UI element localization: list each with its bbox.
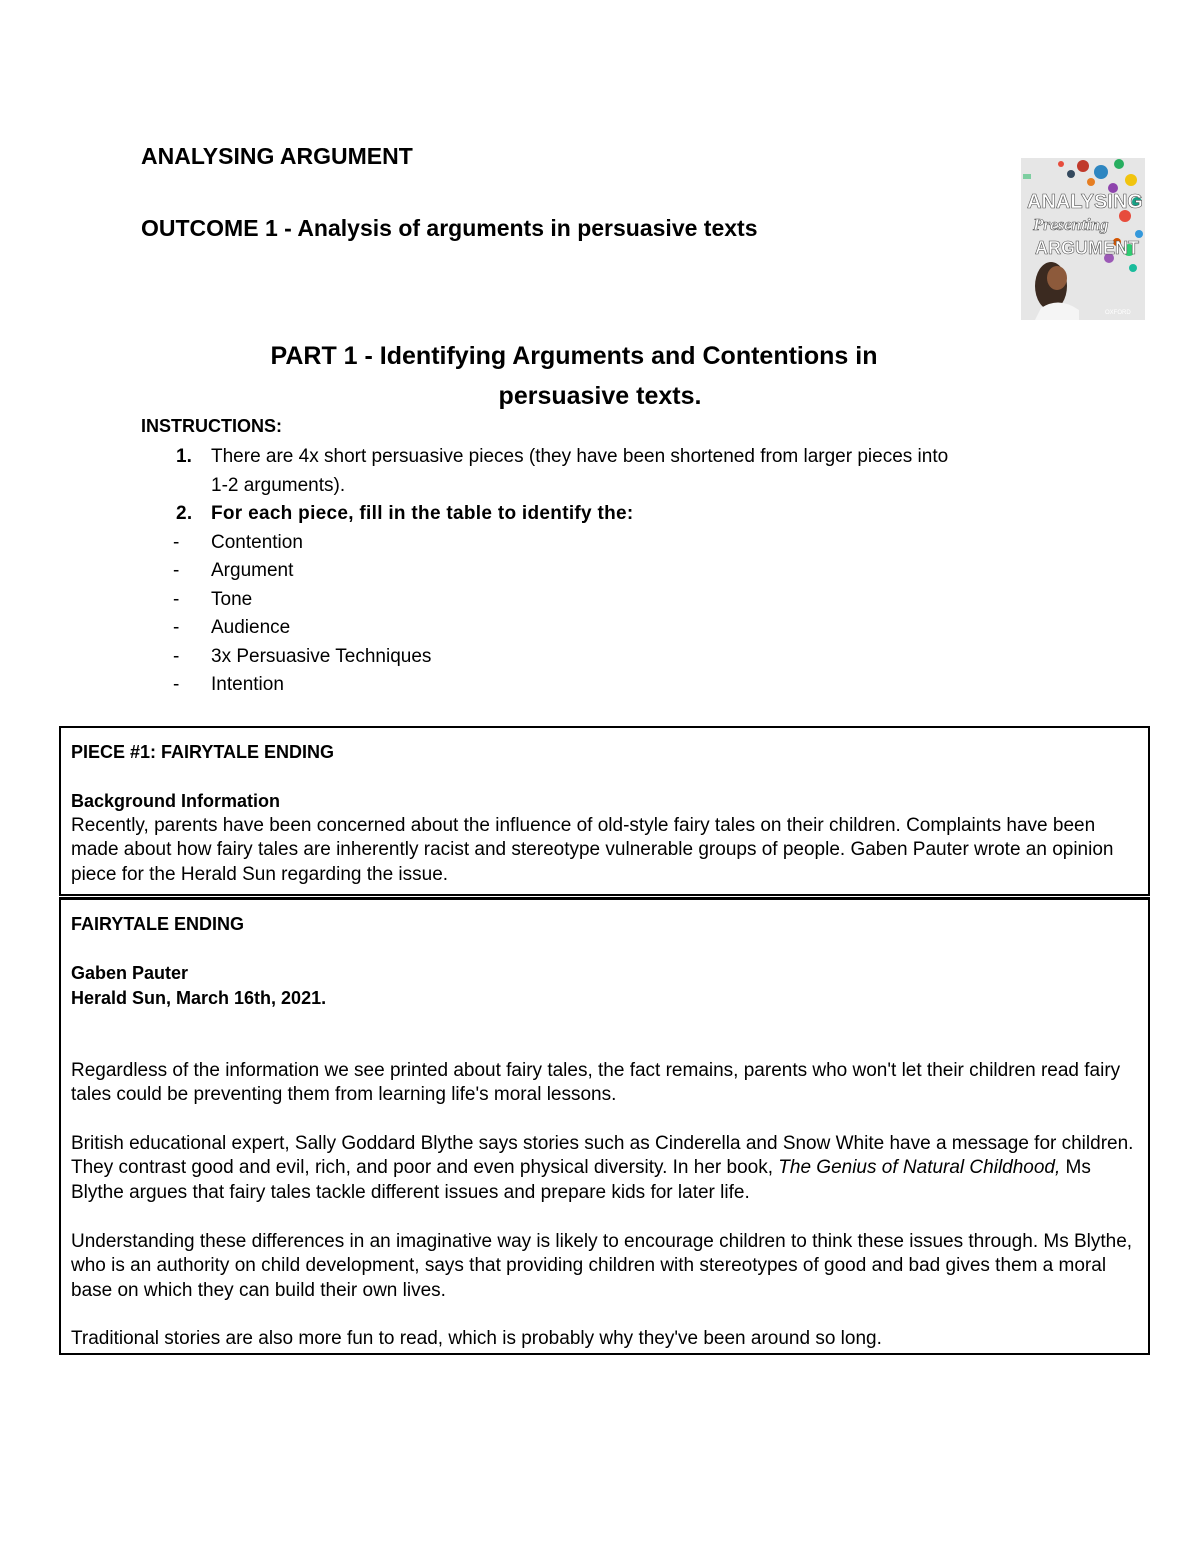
paragraph-text: British educational expert, Sally Goddard Blythe says stories such as Cinderella and Snow White have a message for children. They contrast good and evil, rich, and poor and even physical diversity. In her book, <box>71 1132 1134 1179</box>
piece-heading: PIECE #1: FAIRYTALE ENDING <box>71 742 335 762</box>
list-item-text: Tone <box>211 588 253 610</box>
dash-bullet: - <box>173 674 180 695</box>
list-item <box>141 643 948 672</box>
list-item <box>141 586 948 615</box>
step-text: There are 4x short persuasive pieces (they have been shortened from larger pieces into <box>211 446 949 467</box>
list-item-text: 3x Persuasive Techniques <box>211 645 432 667</box>
instruction-step-1 <box>141 443 948 472</box>
background-text: Recently, parents have been concerned about the influence of old-style fairy tales on their children. Complaints have been made about how fairy tales are inherently racist and stereotype vulnerable groups of people. Gaben Pauter wrote an opinion piece for the Herald Sun regarding the issue. <box>71 814 1114 885</box>
article-heading: FAIRYTALE ENDING <box>71 914 245 934</box>
dash-bullet: - <box>173 588 180 610</box>
list-item-text: Argument <box>211 560 294 581</box>
list-item-text: Contention <box>211 531 303 553</box>
step-text: For each piece, fill in the table to identify the: <box>211 503 634 524</box>
dash-bullet: - <box>173 560 180 581</box>
list-item-text: Intention <box>211 674 284 695</box>
list-item-text: Audience <box>211 617 291 638</box>
article-paragraph: Regardless of the information we see printed about fairy tales, the fact remains, parents who won't let their children read fairy tales could be preventing them from learning life's moral lessons. <box>71 1059 1121 1106</box>
piece-info-box <box>59 726 1150 896</box>
dash-bullet: - <box>173 617 180 638</box>
document-title: ANALYSING ARGUMENT <box>141 143 413 169</box>
step-number: 1. <box>176 446 192 467</box>
article-author: Gaben Pauter <box>71 962 189 983</box>
outcome-heading: OUTCOME 1 - Analysis of arguments in persuasive texts <box>141 215 758 241</box>
list-item <box>141 614 948 643</box>
list-item <box>141 557 948 586</box>
step-text: 1-2 arguments). <box>211 474 346 496</box>
instruction-step-2 <box>141 500 948 529</box>
book-cover-art <box>1021 158 1145 320</box>
article-source: Herald Sun, March 16th, 2021. <box>71 987 327 1008</box>
instructions-heading: INSTRUCTIONS: <box>141 416 282 436</box>
dash-bullet: - <box>173 531 180 553</box>
step-number: 2. <box>176 503 193 524</box>
spacer <box>71 1011 1136 1059</box>
part-title-line1: PART 1 - Identifying Arguments and Contentions in <box>270 342 878 370</box>
part-title-line2: persuasive texts. <box>498 382 702 410</box>
list-item <box>141 671 948 700</box>
article-paragraph <box>71 1132 1136 1206</box>
cover-title-line2: Presenting <box>1033 215 1109 234</box>
book-cover-image <box>1021 158 1145 320</box>
part-title <box>0 336 1200 416</box>
list-item <box>141 529 948 558</box>
article-paragraph: Traditional stories are also more fun to read, which is probably why they've been around so long. <box>71 1328 882 1350</box>
book-title: The Genius of Natural Childhood, <box>778 1157 1061 1179</box>
article-box <box>59 897 1150 1355</box>
cover-publisher: OXFORD <box>1105 310 1131 316</box>
cover-title-line1: ANALYSING <box>1027 191 1143 213</box>
cover-title-line3: ARGUMENT <box>1035 238 1139 258</box>
instructions-list <box>141 443 948 700</box>
dash-bullet: - <box>173 645 180 667</box>
instruction-step-1-continued <box>141 472 948 501</box>
background-heading: Background Information <box>71 790 281 811</box>
paragraph-text: Ms Blythe argues that fairy tales tackle different issues and prepare kids for later life. <box>71 1157 1091 1203</box>
article-paragraph: Understanding these differences in an imaginative way is likely to encourage children to think these issues through. Ms Blythe, who is an authority on child development, says that providing children with stereotypes of good and bad gives them a moral base on which they can build their own lives. <box>71 1230 1133 1301</box>
